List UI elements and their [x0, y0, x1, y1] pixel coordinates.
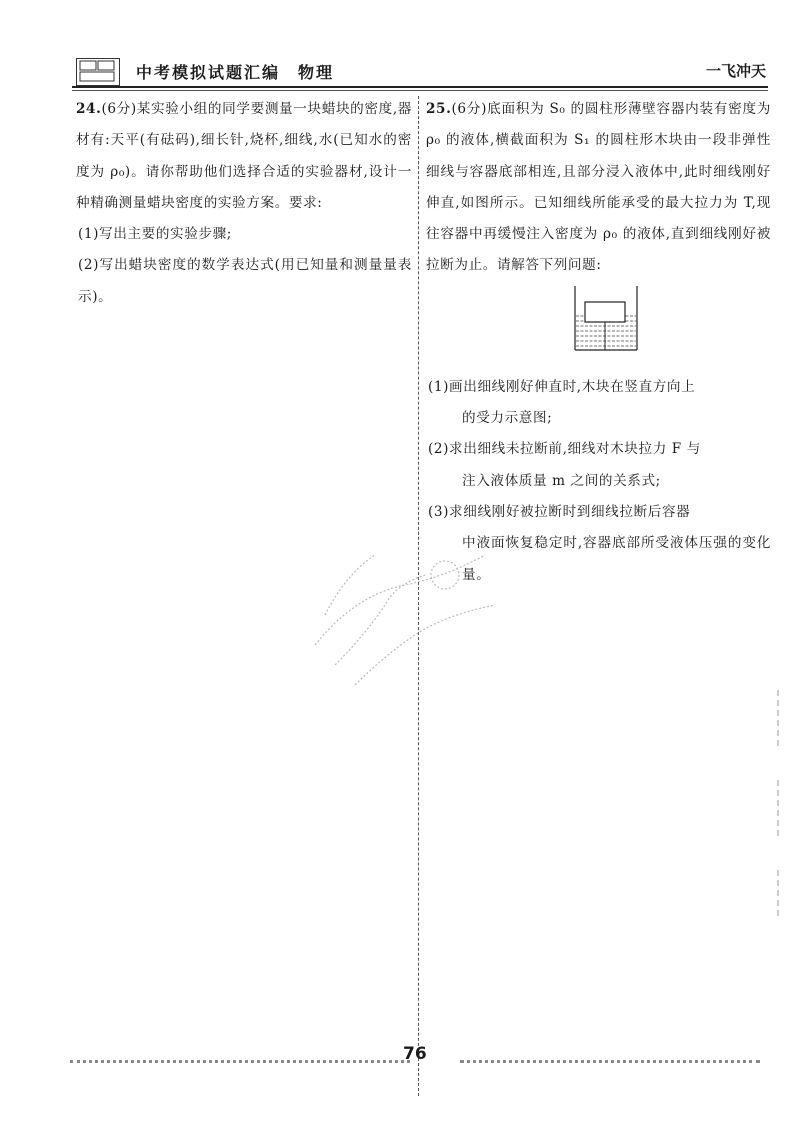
watermark-logo [295, 515, 515, 715]
question-24 [76, 94, 412, 313]
question-24-stem [76, 94, 412, 219]
question-25-number: 25. [426, 101, 452, 117]
question-25-item-3: (3)求细线刚好被拉断时到细线拉断后容器 [428, 503, 691, 520]
question-25-item-1: (1)画出细线刚好伸直时,木块在竖直方向上 [428, 378, 696, 395]
question-24-text: (6分)某实验小组的同学要测量一块蜡块的密度,器材有:天平(有砝码),细长针,烧杯,细线,水(已知水的密度为 ρ₀)。请你帮助他们选择合适的实验器材,设计一种精确测量蜡块密度的实验方案。要求: [76, 101, 412, 211]
question-24-number: 24. [76, 101, 102, 117]
brand-name: 一飞冲天 [705, 62, 766, 80]
question-25-stem [426, 94, 771, 282]
footer-ornament-right [460, 1060, 760, 1067]
question-25-item-2-cont: 注入液体质量 m 之间的关系式; [462, 472, 661, 489]
question-25-item-2: (2)求出细线未拉断前,细线对木块拉力 F 与 [428, 441, 701, 458]
book-title: 中考模拟试题汇编 物理 [136, 63, 335, 82]
container-figure [426, 284, 771, 372]
container-diagram [571, 284, 641, 354]
question-25-item-3-cont: 中液面恢复稳定时,容器底部所受液体压强的变化量。 [462, 535, 771, 583]
question-25-item-1-cont: 的受力示意图; [462, 410, 553, 427]
page-number: 76 [403, 1044, 427, 1064]
question-24-item-1: (1)写出主要的实验步骤; [78, 226, 232, 243]
page-header [70, 56, 770, 90]
header-rule-thin [72, 90, 768, 91]
margin-scan-marks [776, 690, 782, 920]
header-rule [72, 86, 768, 88]
footer-ornament-left [70, 1060, 410, 1067]
question-24-item-2: (2)写出蜡块密度的数学表达式(用已知量和测量量表示)。 [78, 257, 412, 305]
page-footer [30, 1044, 770, 1080]
question-25-text: (6分)底面积为 S₀ 的圆柱形薄壁容器内装有密度为 ρ₀ 的液体,横截面积为 S₁ 的圆柱形木块由一段非弹性细线与容器底部相连,且部分浸入液体中,此时细线刚好伸直,如图所示。已知细线所能承受的最大拉力为 T,现往容器中再缓慢注入密度为 ρ₀ 的液体,直到细线刚好被拉断为止。请解答下列问题: [426, 101, 771, 274]
publisher-logo [76, 58, 120, 86]
